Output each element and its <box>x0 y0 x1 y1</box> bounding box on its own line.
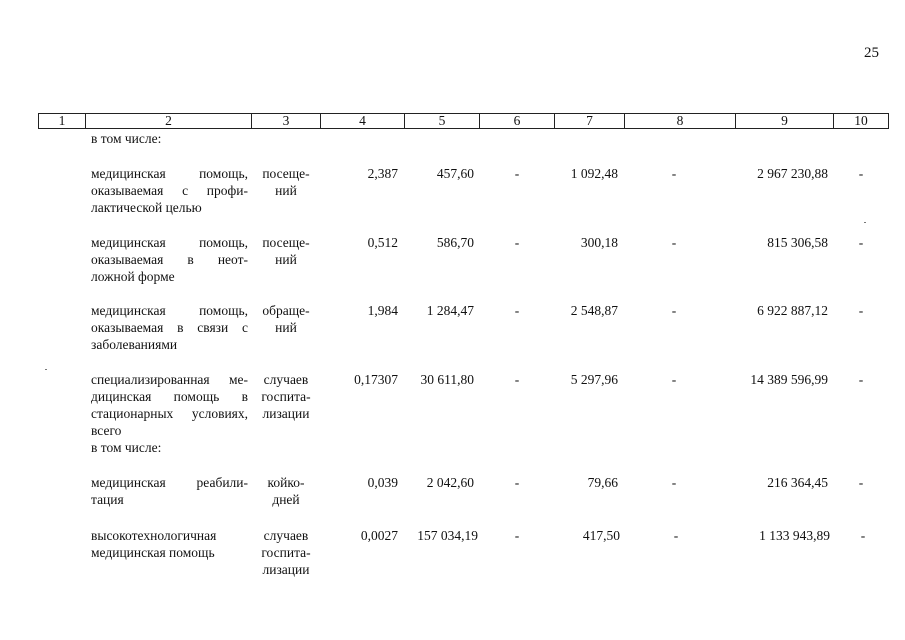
row-value-col9: 1 133 943,89 <box>759 528 830 543</box>
row-value-col7: 2 548,87 <box>570 303 618 318</box>
table-header-row <box>38 113 889 129</box>
row-value-col8: - <box>671 303 677 318</box>
row-name-line: медицинская помощь <box>91 545 215 560</box>
row-unit-line: посеще- <box>262 235 310 250</box>
row-value-col4: 0,17307 <box>354 372 398 387</box>
row-value-col9: 6 922 887,12 <box>757 303 828 318</box>
row-value-col4: 0,512 <box>367 235 398 250</box>
row-name-line: всего <box>91 423 122 438</box>
row-name-line: медицинская помощь, <box>91 235 248 250</box>
row-value-col5: 2 042,60 <box>426 475 474 490</box>
row-unit-line: ний <box>275 183 297 198</box>
row-value-col4: 2,387 <box>367 166 398 181</box>
row-value-col7: 79,66 <box>587 475 618 490</box>
column-header-2: 2 <box>165 113 172 128</box>
row-value-col5: 1 284,47 <box>426 303 474 318</box>
row-name-line: оказываемая в неот- <box>91 252 248 267</box>
row-unit-line: койко- <box>267 475 305 490</box>
row-name-line: специализированная ме- <box>91 372 248 387</box>
row-value-col4: 0,039 <box>367 475 398 490</box>
row-unit-line: ний <box>275 320 297 335</box>
row-value-col5: 457,60 <box>436 166 474 181</box>
scan-speck <box>864 222 866 223</box>
row-name-line: лактической целью <box>91 200 202 215</box>
row-unit-line: лизации <box>262 406 310 421</box>
column-header-5: 5 <box>438 113 446 128</box>
row-unit-line: обраще- <box>262 303 310 318</box>
scan-speck <box>45 369 47 370</box>
row-value-col10: - <box>858 372 864 387</box>
page-number: 25 <box>864 45 879 61</box>
row-value-col6: - <box>514 372 520 387</box>
row-name-line: дицинская помощь в <box>91 389 248 404</box>
row-unit-line: случаев <box>263 528 309 543</box>
row-name-line: высокотехнологичная <box>91 528 217 543</box>
row-name-line: оказываемая в связи с <box>91 320 248 335</box>
row-value-col6: - <box>514 166 520 181</box>
column-header-8: 8 <box>676 113 684 128</box>
row-name-line: медицинская помощь, <box>91 303 248 318</box>
row-unit-line: госпита- <box>261 545 311 560</box>
row-value-col6: - <box>514 235 520 250</box>
row-value-col9: 815 306,58 <box>767 235 828 250</box>
row-value-col8: - <box>671 235 677 250</box>
row-value-col8: - <box>671 166 677 181</box>
row-value-col6: - <box>514 528 520 543</box>
row-value-col5: 157 034,19 <box>417 528 478 543</box>
column-header-1: 1 <box>58 113 66 128</box>
row-value-col10: - <box>858 166 864 181</box>
row-value-col4: 0,0027 <box>360 528 398 543</box>
column-header-10: 10 <box>854 113 868 128</box>
row-value-col8: - <box>671 372 677 387</box>
row-name-line: медицинская помощь, <box>91 166 248 181</box>
row-value-col10: - <box>860 528 866 543</box>
row-value-col8: - <box>673 528 679 543</box>
row-value-col10: - <box>858 235 864 250</box>
row-name-line: ложной форме <box>91 269 175 284</box>
row-name-line: стационарных условиях, <box>91 406 248 421</box>
column-header-7: 7 <box>586 113 593 128</box>
row-name-line: медицинская реабили- <box>91 475 248 490</box>
row-value-col7: 417,50 <box>582 528 620 543</box>
row-value-col9: 2 967 230,88 <box>757 166 828 181</box>
row-unit-line: посеще- <box>262 166 310 181</box>
row-name-line: оказываемая с профи- <box>91 183 248 198</box>
row-value-col8: - <box>671 475 677 490</box>
row-value-col9: 14 389 596,99 <box>750 372 828 387</box>
row-value-col9: 216 364,45 <box>767 475 828 490</box>
row-unit-line: случаев <box>263 372 309 387</box>
row-unit-line: ний <box>275 252 297 267</box>
column-header-4: 4 <box>359 113 366 128</box>
row-unit-line: лизации <box>262 562 310 577</box>
row-value-col5: 30 611,80 <box>420 372 474 387</box>
row-value-col4: 1,984 <box>367 303 398 318</box>
column-header-6: 6 <box>513 113 521 128</box>
row-name-line: тация <box>91 492 124 507</box>
intro-label: в том числе: <box>91 131 162 146</box>
row-value-col10: - <box>858 475 864 490</box>
column-header-9: 9 <box>781 113 788 128</box>
row-value-col5: 586,70 <box>436 235 474 250</box>
row-unit-line: госпита- <box>261 389 311 404</box>
row-value-col7: 1 092,48 <box>570 166 618 181</box>
row-name-line: в том числе: <box>91 440 162 455</box>
row-name-line: заболеваниями <box>91 337 178 352</box>
row-value-col6: - <box>514 475 520 490</box>
row-value-col7: 5 297,96 <box>570 372 618 387</box>
row-value-col10: - <box>858 303 864 318</box>
row-value-col6: - <box>514 303 520 318</box>
row-unit-line: дней <box>272 492 300 507</box>
column-header-3: 3 <box>282 113 290 128</box>
row-value-col7: 300,18 <box>580 235 618 250</box>
